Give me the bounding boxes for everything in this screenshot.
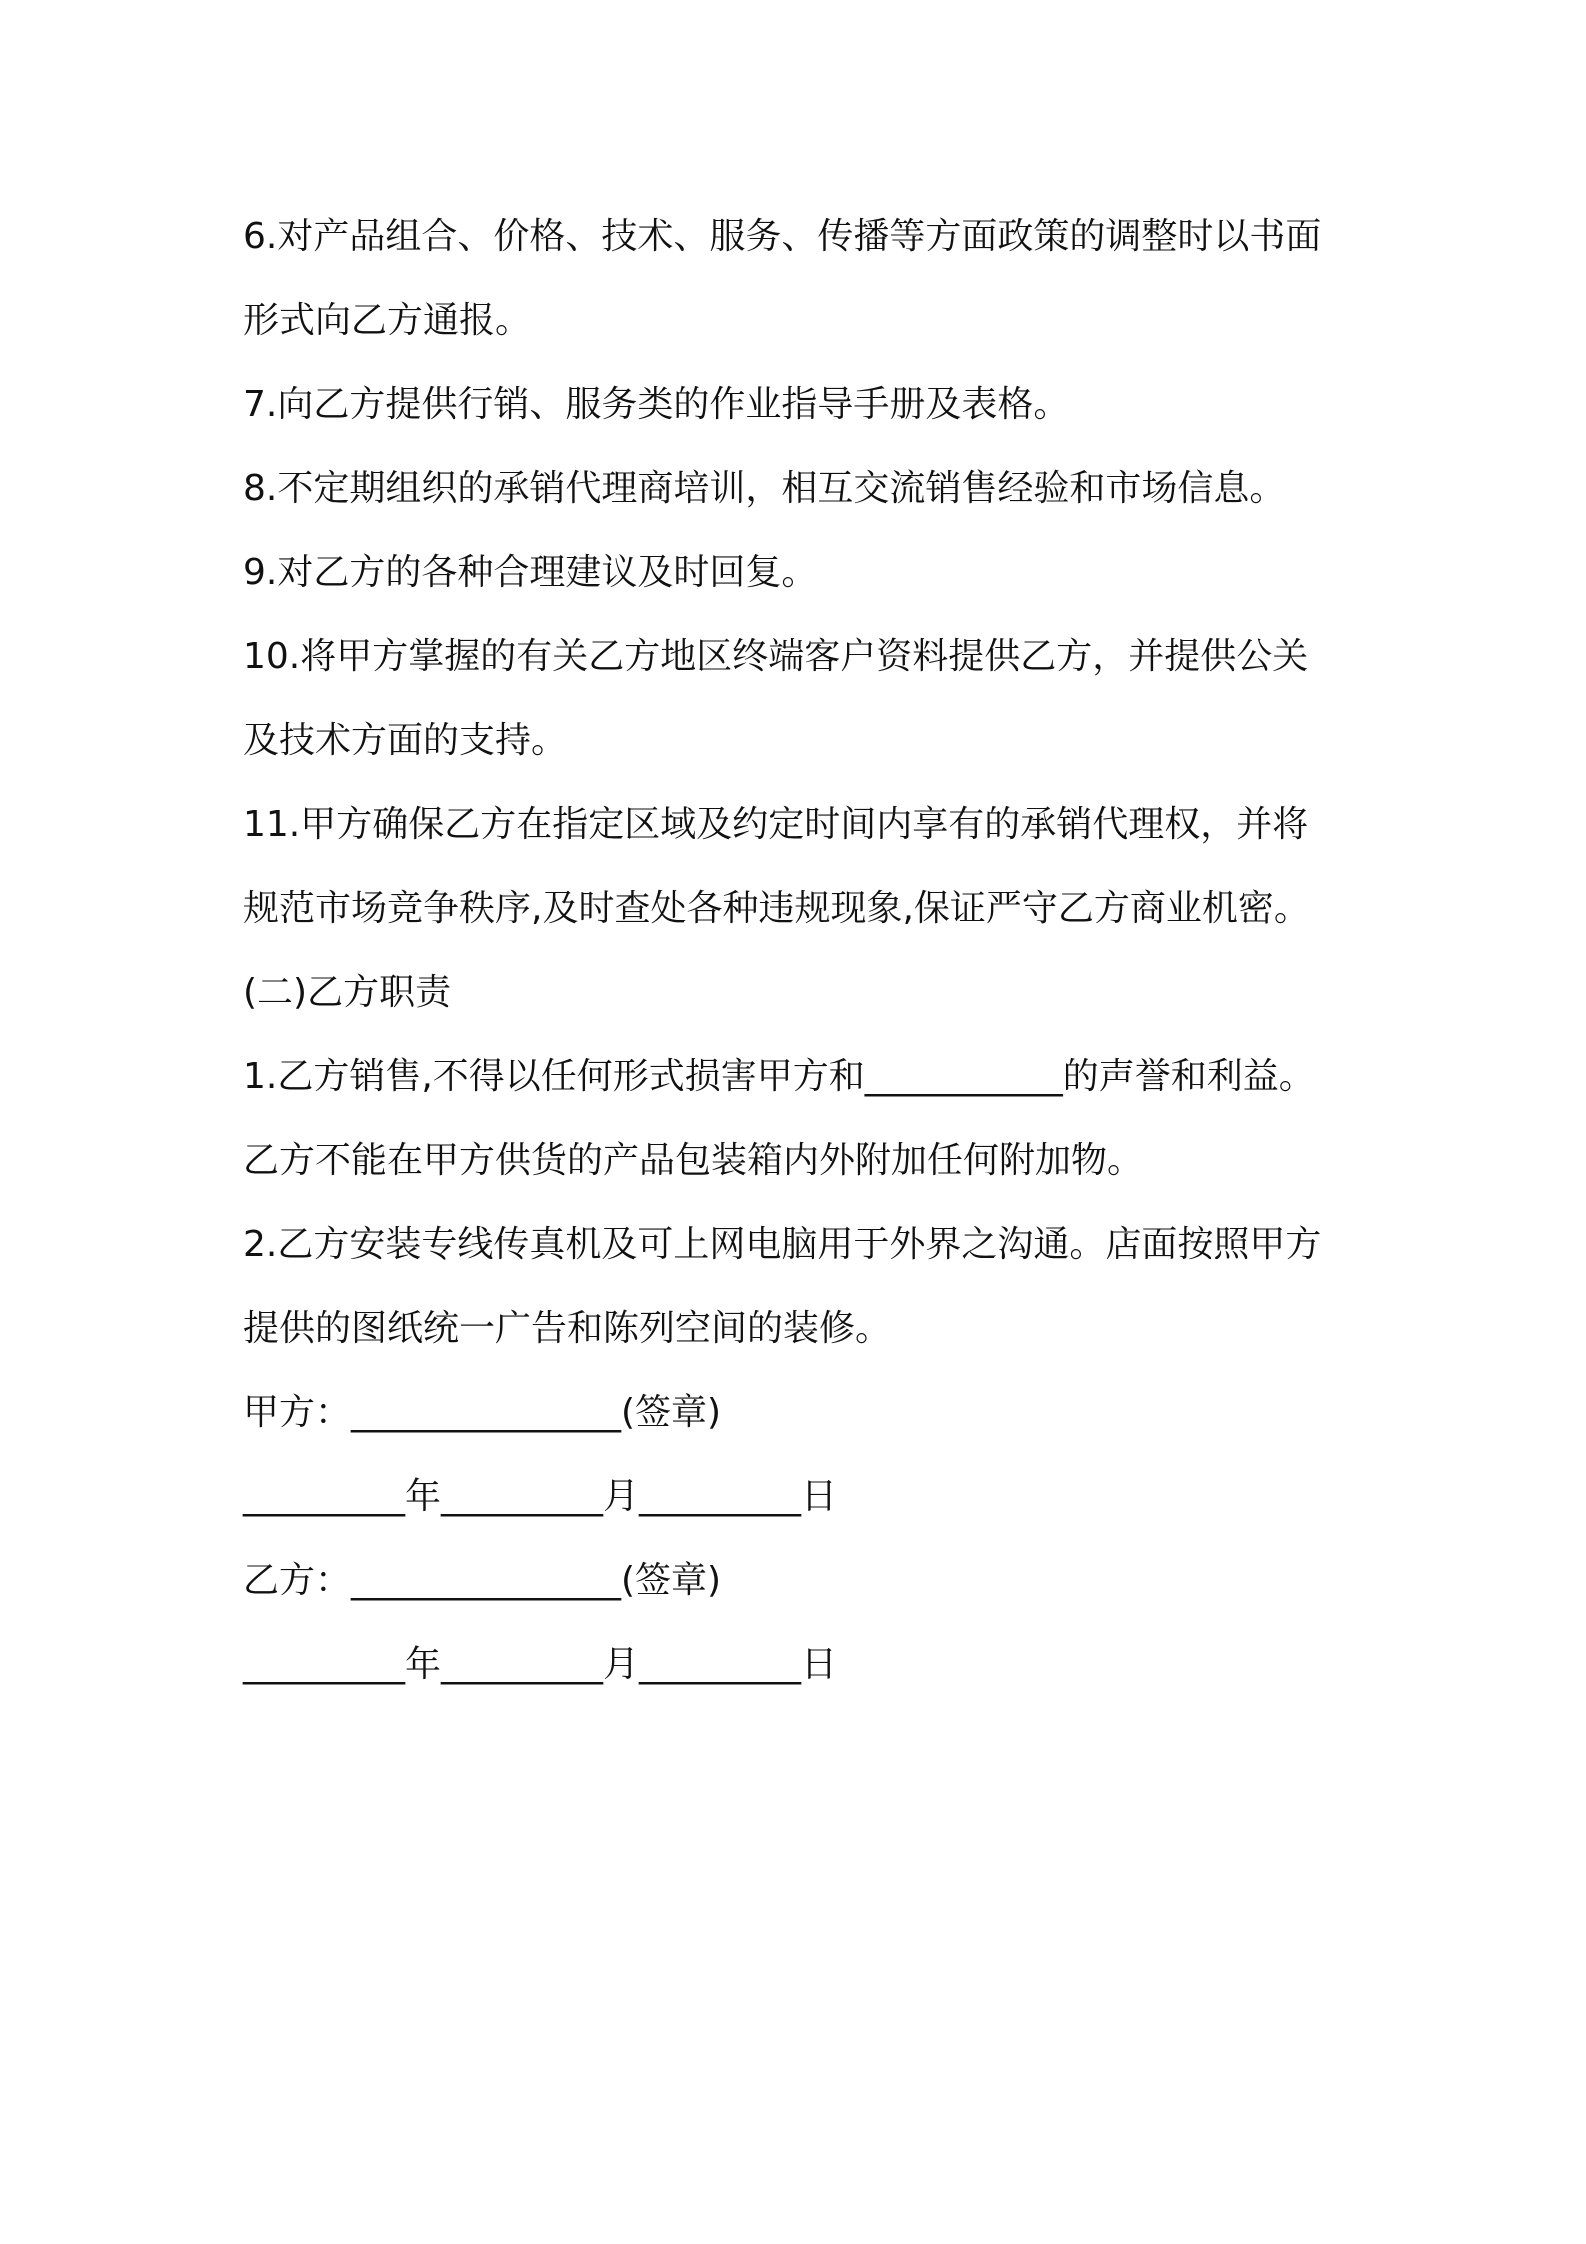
party-a-date: _________年_________月_________日	[243, 1476, 837, 1517]
clause-9: 9.对乙方的各种合理建议及时回复。	[243, 552, 818, 593]
clause-7: 7.向乙方提供行销、服务类的作业指导手册及表格。	[243, 384, 1070, 425]
section-heading-party-b-duties: (二)乙方职责	[243, 972, 452, 1013]
party-b-signature: 乙方：_______________(签章)	[243, 1560, 722, 1601]
clause-8: 8.不定期组织的承销代理商培训，相互交流销售经验和市场信息。	[243, 468, 1286, 509]
clause-6-line-2: 形式向乙方通报。	[243, 300, 532, 341]
duty-2-line-1: 2.乙方安装专线传真机及可上网电脑用于外界之沟通。店面按照甲方	[243, 1224, 1322, 1265]
party-b-date: _________年_________月_________日	[243, 1644, 837, 1685]
clause-10-line-2: 及技术方面的支持。	[243, 720, 568, 761]
duty-1-line-2: 乙方不能在甲方供货的产品包装箱内外附加任何附加物。	[243, 1140, 1144, 1181]
clause-6-line-1: 6.对产品组合、价格、技术、服务、传播等方面政策的调整时以书面	[243, 216, 1322, 257]
clause-11-line-2: 规范市场竞争秩序,及时查处各种违规现象,保证严守乙方商业机密。	[243, 888, 1310, 929]
document-body	[243, 195, 1393, 1707]
party-a-signature: 甲方：_______________(签章)	[243, 1392, 722, 1433]
clause-11-line-1: 11.甲方确保乙方在指定区域及约定时间内享有的承销代理权，并将	[243, 804, 1309, 845]
clause-10-line-1: 10.将甲方掌握的有关乙方地区终端客户资料提供乙方，并提供公关	[243, 636, 1309, 677]
duty-2-line-2: 提供的图纸统一广告和陈列空间的装修。	[243, 1308, 892, 1349]
duty-1-line-1: 1.乙方销售,不得以任何形式损害甲方和___________的声誉和利益。	[243, 1056, 1315, 1097]
